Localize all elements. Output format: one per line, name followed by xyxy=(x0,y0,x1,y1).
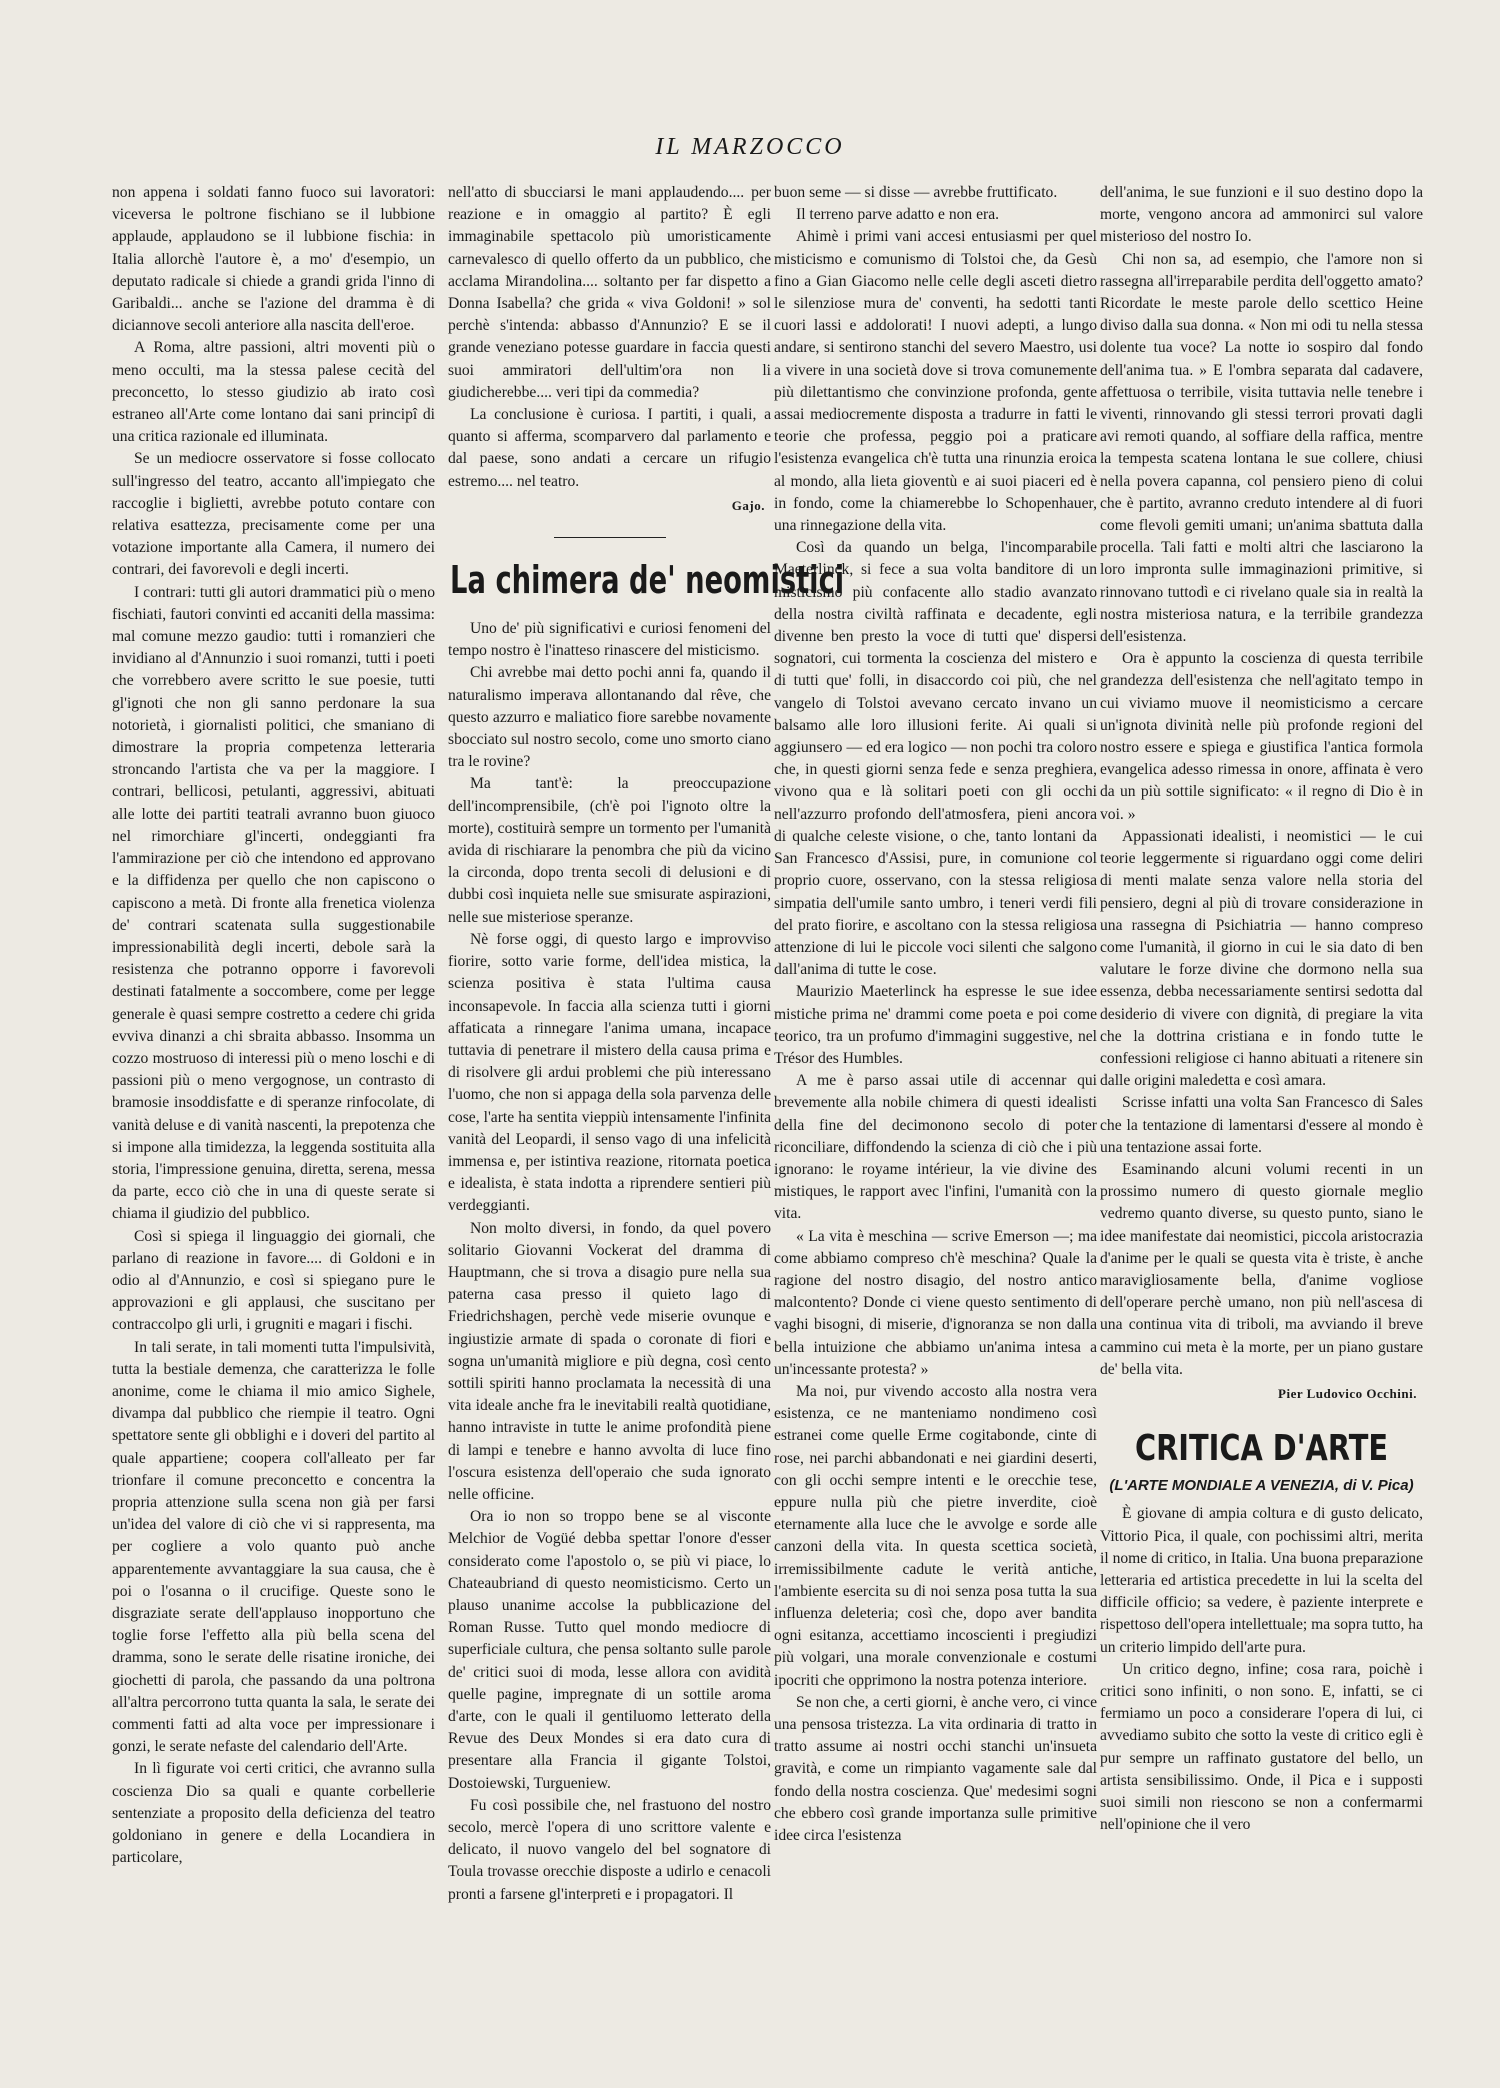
paragraph: Ora io non so troppo bene se al visconte Melchior de Vogüé debba spettar l'onore d'esser considerato come l'apostolo o, se più vi piace, lo Chateaubriand di questo neomisticismo. Certo un plauso unanime accolse la pubblicazione del Roman Russe. Tutto quel mondo mediocre di superficiale cultura, che pensa soltanto sulle parole de' critici suoi di moda, lesse allora con avidità quelle pagine, impregnate di un sottile aroma d'arte, con le quali il gentiluomo letterato della Revue des Deux Mondes si era dato cura di presentare alla Francia il gigante Tolstoi, Dostoiewski, Turgueniew. xyxy=(448,1508,771,1792)
paragraph: La conclusione è curiosa. I partiti, i quali, a quanto si afferma, scomparvero dal parlamento e dal paese, sono andati a cercare un rifugio estremo.... nel teatro. xyxy=(448,406,771,490)
paragraph: Così da quando un belga, l'incomparabile Maeterlinck, si fece a sua volta banditore di un misticismo più confacente allo stadio avanzato della nostra civiltà raffinata e decadente, egli divenne ben presto la voce di tutti que' dispersi sognatori, cui tormenta la coscienza del mistero e di tutti que' folli, in disaccordo coi più, che nel vangelo di Tolstoi avevano cercato invano un balsamo alle loro illusioni ferite. Ai quali si aggiunsero — ed era logico — non pochi tra coloro che, in questi giorni senza fede e senza preghiera, vivono qua e là solitari poeti con gli occhi nell'azzurro profondo dell'atmosfera, pieni ancora di qualche celeste visione, o che, tanto lontani da San Francesco d'Assisi, pure, in comunione col proprio cuore, osservano, con la stessa religiosa simpatia dell'umile santo umbro, i teneri verdi fili del prato fiorire, e ascoltano con la stessa religiosa attenzione di lui le piccole voci silenti che salgono dall'anima di tutte le cose. xyxy=(774,539,1097,979)
paragraph: Così si spiega il linguaggio dei giornali, che parlano di reazione in favore.... di Goldoni e in odio al d'Annunzio, e così si spiegano pure le approvazioni e gli applausi, che suscitano per contraccolpo gli urli, i grugniti e magari i fischi. xyxy=(112,1227,435,1334)
paragraph: Uno de' più significativi e curiosi fenomeni del tempo nostro è l'inatteso rinascere del misticismo. xyxy=(448,620,771,660)
paragraph: Il terreno parve adatto e non era. xyxy=(796,206,1000,224)
column-4 xyxy=(1100,182,1423,2052)
column-1 xyxy=(112,182,435,2052)
paragraph: Chi non sa, ad esempio, che l'amore non si rassegna all'irreparabile perdita dell'oggetto amato? Ricordate le meste parole dello scettico Heine diviso dalla sua donna. « Non mi odi tu nella stessa dolente tua voce? La notte io sospiro dal fondo dell'anima tua. » E l'ombra separata dal cadavere, affettuosa o terribile, visita tuttavia nelle tenebre i viventi, rinnovando gli stessi terrori provati dagli avi remoti quando, al soffiare della raffica, mentre la tempesta scatena lontana le sue collere, chiusi nella povera capanna, col pensiero pieno di colui che è partito, avranno creduto intendere al di fuori come flevoli gemiti umani; un'anima sbattuta dalla procella. Tali fatti e molti altri che lasciarono la loro impronta sulle immaginazioni primitive, si rinnovano tuttodì e ci rivelano quale sia in realtà la nostra misteriosa natura, e la terribile grandezza dell'esistenza. xyxy=(1100,250,1423,646)
signature: Pier Ludovico Occhini. xyxy=(1278,1385,1417,1401)
paragraph: dell'anima, le sue funzioni e il suo destino dopo la morte, vengono ancora ad ammonirci sul valore misterioso del nostro Io. xyxy=(1100,184,1423,246)
paragraph: Esaminando alcuni volumi recenti in un prossimo numero di questo giornale meglio vedremo quanto diverse, su questo punto, siano le idee manifestate dai neomistici, piccola aristocrazia d'anime per le quali se questa vita è triste, è anche maravigliosamente bella, d'anime vogliose dell'operare perchè umano, non più nell'ascesa di una continua vita di triboli, ma avviando il breve cammino cui meta è la morte, per un piano gustare de' bella vita. xyxy=(1100,1160,1423,1378)
paragraph: Ora è appunto la coscienza di questa terribile grandezza dell'esistenza che nell'agitato tempo in cui viviamo muove il neomisticismo a cercare un'ignota divinità nelle più profonde regioni del nostro essere e spiega e giustifica l'antica formola evangelica adesso rimessa in onore, affinata è vero da un più sottile significato: « il regno di Dio è in voi. » xyxy=(1100,650,1423,823)
paragraph: Nè forse oggi, di questo largo e improvviso fiorire, sotto varie forme, dell'idea mistica, la scienza positiva è stata l'ultima causa inconsapevole. In faccia alla scienza tutti i giorni affaticata a rinnegare l'anima umana, incapace tuttavia di penetrare il mistero della causa prima e di risolvere gli ardui problemi che più interessano l'uomo, che non si appaga della sola parvenza delle cose, l'arte ha sentita vieppiù intensamente l'infinita vanità del Leopardi, il senso vago di una infelicità immensa e, per istintiva reazione, ritornata poetica e idealista, è stata indotta a riprendere sentieri più verdeggianti. xyxy=(448,930,771,1215)
paragraph: non appena i soldati fanno fuoco sui lavoratori: viceversa le poltrone fischiano se il lubbione applaude, applaudono se il lubbione fischia: in Italia allorchè l'autore è, a mo' d'esempio, un deputato radicale si chiede a grandi grida l'inno di Garibaldi... anche se l'azione del dramma è di diciannove secoli anteriore alla nascita dell'eroe. xyxy=(112,184,435,335)
paragraph: A me è parso assai utile di accennar qui brevemente alla nobile chimera di questi idealisti della fine del decimonono secolo di poter riconciliare, diffondendo la scienza di ciò che i più ignorano: le royame intérieur, la vie divine des mistiques, le rapport avec l'infini, l'umanità con la vita. xyxy=(774,1072,1097,1223)
paragraph: nell'atto di sbucciarsi le mani applaudendo.... per reazione e in omaggio al partito? È egli immaginabile spettacolo più umoristicamente carnevalesco di quello offerto da un pubblico, che acclama Mirandolina.... soltanto per far dispetto a Donna Isabella? che grida « viva Goldoni! » sol perchè s'intenda: abbasso d'Annunzio? E se il grande veneziano potesse guardare in faccia questi suoi ammiratori dell'ultim'ora non li giudicherebbe.... veri tipi da commedia? xyxy=(448,184,771,401)
paragraph: I contrari: tutti gli autori drammatici più o meno fischiati, fautori convinti ed accaniti della massima: mal comune mezzo gaudio: tutti i romanzieri che invidiano al d'Annunzio i suoi romanzi, tutti i poeti che vorrebbero avere scritto le sue poesie, tutti gl'ignoti che non gli sanno perdonare la sua notorietà, i giornalisti politici, che smaniano di dimostrare la propria competenza letteraria stroncando l'artista che va per la maggiore. I contrari, bellicosi, petulanti, aggressivi, abituati alle lotte dei partiti teatrali avranno buon giuoco nel rimorchiare gl'incerti, ondeggianti fra l'ammirazione per ciò che intendono ed approvano e la diffidenza per quello che non capiscono o capiscono a metà. Di fronte alla frenetica violenza de' contrari scatenata sulla suggestionabile impressionabilità degli incerti, debole sarà la resistenza che potranno opporre i favorevoli destinati fatalmente a soccombere, come per legge generale è quasi sempre costretto a cedere chi grida evviva dinanzi a chi sbraita abbasso. Insomma un cozzo mostruoso di interessi più o meno loschi e di passioni più o meno vergognose, un contrasto di bramosie insoddisfatte e di speranze rinfocolate, di vanità deluse e di vanità nascenti, la prepotenza che si impone alla timidezza, la leggenda sostituita alla storia, l'impressione genuina, diretta, serena, messa da parte, ecco ciò che in una di queste serate si chiama il giudizio del pubblico. xyxy=(112,583,435,1223)
column-2 xyxy=(448,182,845,2052)
paragraph: Scrisse infatti una volta San Francesco di Sales che la tentazione di lamentarsi d'essere al mondo è una tentazione assai forte. xyxy=(1100,1094,1423,1156)
paragraph: Appassionati idealisti, i neomistici — le cui teorie leggermente si riguardano oggi come deliri di menti malate senza valore nella storia del pensiero, degni al più di trovare considerazione in una rassegna di Psichiatria — hanno compreso come l'umanità, il giorno in cui le sia dato di ben valutare le forze divine che dormono nella sua essenza, debba necessariamente sentirsi sedotta dal desiderio di vivere con dignità, di pregiare la vita che la dottrina cristiana e in fondo tutte le confessioni religiose ci hanno abituati a ritenere sin dalle origini maledetta e così amara. xyxy=(1100,827,1423,1090)
divider xyxy=(554,537,666,538)
paragraph: Ma noi, pur vivendo accosto alla nostra vera esistenza, ce ne manteniamo nondimeno così estranei come quelle Erme cogitabonde, cinte di rose, nei parchi abbandonati e nei giardini deserti, con gli occhi sempre intenti e le orecchie tese, eppure nulla più che pietre inverdite, cioè eternamente alla luce che le avvolge e sorde alle canzoni della vita. In questa scettica società, irremissibilmente cadute le verità antiche, l'ambiente esercita su di noi senza posa tutta la sua influenza deleteria; così che, dopo aver bandita ogni esitanza, accettiamo incoscienti i pregiudizi più volgari, una morale convenzionale e costumi ipocriti che opprimono la nostra potenza interiore. xyxy=(774,1382,1097,1689)
paragraph: buon seme — si disse — avrebbe fruttificato. xyxy=(774,184,1058,201)
paragraph: Maurizio Maeterlinck ha espresse le sue idee mistiche prima ne' drammi come poeta e poi come teorico, tra un profumo d'immagini suggestive, nel Trésor des Humbles. xyxy=(774,983,1097,1067)
paragraph: Non molto diversi, in fondo, da quel povero solitario Giovanni Vockerat del dramma di Hauptmann, che si trova a disagio pure nella sua paterna casa presso il quieto lago di Friedrichshagen, perchè vede miserie ovunque e ingiustizie armate di spada o coronate di fiori e sogna un'umanità migliore e più degna, così cento sottili spiriti hanno proclamata la necessità di una vita ideale anche fra le inevitabili realtà quotidiane, hanno intraviste in tutte le anime profondità piene di lampi e tenebre e hanno avvolta di luce fino l'oscura esistenza dell'operaio che suda ignorato nelle officine. xyxy=(448,1219,771,1503)
section-subheading: (L'ARTE MONDIALE A VENEZIA, di V. Pica) xyxy=(1109,1477,1414,1495)
paragraph: Fu così possibile che, nel frastuono del nostro secolo, mercè l'opera di uno scrittore valente e delicato, il nuovo vangelo del bel sognatore di Toula trovasse orecchie disposte a udirlo e cenacoli pronti a farsene gl'interpreti e i propagatori. Il xyxy=(448,1796,771,1903)
paragraph: Se un mediocre osservatore si fosse collocato sull'ingresso del teatro, accanto all'impiegato che raccoglie i biglietti, avrebbe potuto contare con relativa esattezza, precisamente come per una votazione importante alla Camera, il numero dei contrari, dei favorevoli e degli incerti. xyxy=(112,450,435,579)
paragraph: A Roma, altre passioni, altri moventi più o meno occulti, ma la stessa palese cecità del preconcetto, lo stesso giudizio ab irato così estraneo all'Arte come lontano dai sani principî di una critica razionale ed illuminata. xyxy=(112,339,435,446)
paragraph: In tali serate, in tali momenti tutta l'impulsività, tutta la bestiale demenza, che caratterizza le folle anonime, come le chiama il mio amico Sighele, divampa dal pubblico che riempie il teatro. Ogni spettatore sente gli obblighi e i doveri del partito al quale appartiene; coopera coll'alleato per far trionfare il comune preconcetto e concentra la propria attenzione sulla scena non già per farsi un'idea del valore di ciò che vi si rappresenta, ma per cogliere a volo quanto può anche apparentemente avvantaggiare la sua causa, che è poi o l'osanna o il crucifige. Queste sono le disgraziate serate dell'applauso inopportuno che toglie forse l'effetto alla più bella scena del dramma, sono le serate delle risatine ironiche, dei giochetti di parola, che passando da una poltrona all'altra percorrono tutta quanta la sala, le serate dei commenti fatti ad alta voce per impressionare i gonzi, le serate nefaste del calendario dell'Arte. xyxy=(112,1338,435,1756)
paragraph: In lì figurate voi certi critici, che avranno sulla coscienza Dio sa quali e quante corbellerie sentenziate a proposito della deficienza del teatro goldoniano in genere e della Locandiera in particolare, xyxy=(112,1760,435,1867)
column-3 xyxy=(774,182,1097,2052)
paragraph: Chi avrebbe mai detto pochi anni fa, quando il naturalismo imperava allontanando dal rêve, che questo azzurro e maliatico fiore sarebbe novamente sbocciato sul nostro secolo, come uno smorto ciano tra le rovine? xyxy=(448,664,771,771)
section-headline: CRITICA D'ARTE xyxy=(1134,1428,1389,1470)
paragraph: « La vita è meschina — scrive Emerson —; ma come abbiamo compreso ch'è meschina? Quale la ragione del nostro disagio, del nostro antico malcontento? Donde ci viene questo sentimento di vaghi bisogni, di miserie, d'ignoranza se non dalla bella intuizione che abbiamo un'anima intesa a un'incessante protesta? » xyxy=(774,1227,1097,1378)
paragraph: Se non che, a certi giorni, è anche vero, ci vince una pensosa tristezza. La vita ordinaria di tratto in tratto assume ai nostri occhi stanchi un'insueta gravità, e come un rimpianto vagamente sale dal fondo della nostra coscienza. Que' medesimi sogni che ebbero così grande importanza sulle primitive idee circa l'esistenza xyxy=(774,1693,1097,1845)
masthead: IL MARZOCCO xyxy=(655,134,845,160)
paragraph: Ma tant'è: la preoccupazione dell'incomprensibile, (ch'è poi l'ignoto oltre la morte), costituirà sempre un tormento per l'umanità avida di rischiarare la penombra che più da vicino la circonda, dopo trenta secoli di delusioni e di dubbi così inquieta nelle sue smisurate aspirazioni, nelle sue misteriose speranze. xyxy=(448,775,771,926)
paragraph: Un critico degno, infine; cosa rara, poichè i critici sono infiniti, o non sono. E, infatti, se ci fermiamo un poco a considerare l'opera di lui, ci avvediamo subito che sotto la veste di critico egli è pur sempre un raffinato gustatore del bello, un artista sensibilissimo. Onde, il Pica e i supposti suoi simili non riescono se non a confermarmi nell'opinione che il vero xyxy=(1100,1660,1423,1834)
article-headline: La chimera de' neomistici xyxy=(450,558,845,603)
signature: Gajo. xyxy=(731,497,765,513)
paragraph: Ahimè i primi vani accesi entusiasmi per quel misticismo e comunismo di Tolstoi che, da Gesù fino a Gian Giacomo nelle celle degli asceti dietro le silenziose mura de' conventi, ha sedotti tanti cuori lassi e addolorati! I nuovi adepti, a lungo andare, si sentirono stanchi del severo Maestro, usi a vivere in una società dove si trova comunemente più dilettantismo che convinzione profonda, gente assai mediocremente disposta a tradurre in fatti le teorie che professa, peggio poi a praticare l'esistenza evangelica ch'è tutta una rinunzia eroica al mondo, alla lieta gioventù e ai suoi piaceri ed è in fondo, come la chiamerebbe lo Schopenhauer, una rinnegazione della vita. xyxy=(774,228,1097,535)
paragraph: È giovane di ampia coltura e di gusto delicato, Vittorio Pica, il quale, con pochissimi altri, merita il nome di critico, in Italia. Una buona preparazione letteraria ed artistica precedette in lui la scelta del difficile officio; sa vedere, è paziente interprete e rispettoso dell'opera intellettuale; ma sopra tutto, ha un criterio limpido dell'arte pura. xyxy=(1100,1505,1424,1656)
